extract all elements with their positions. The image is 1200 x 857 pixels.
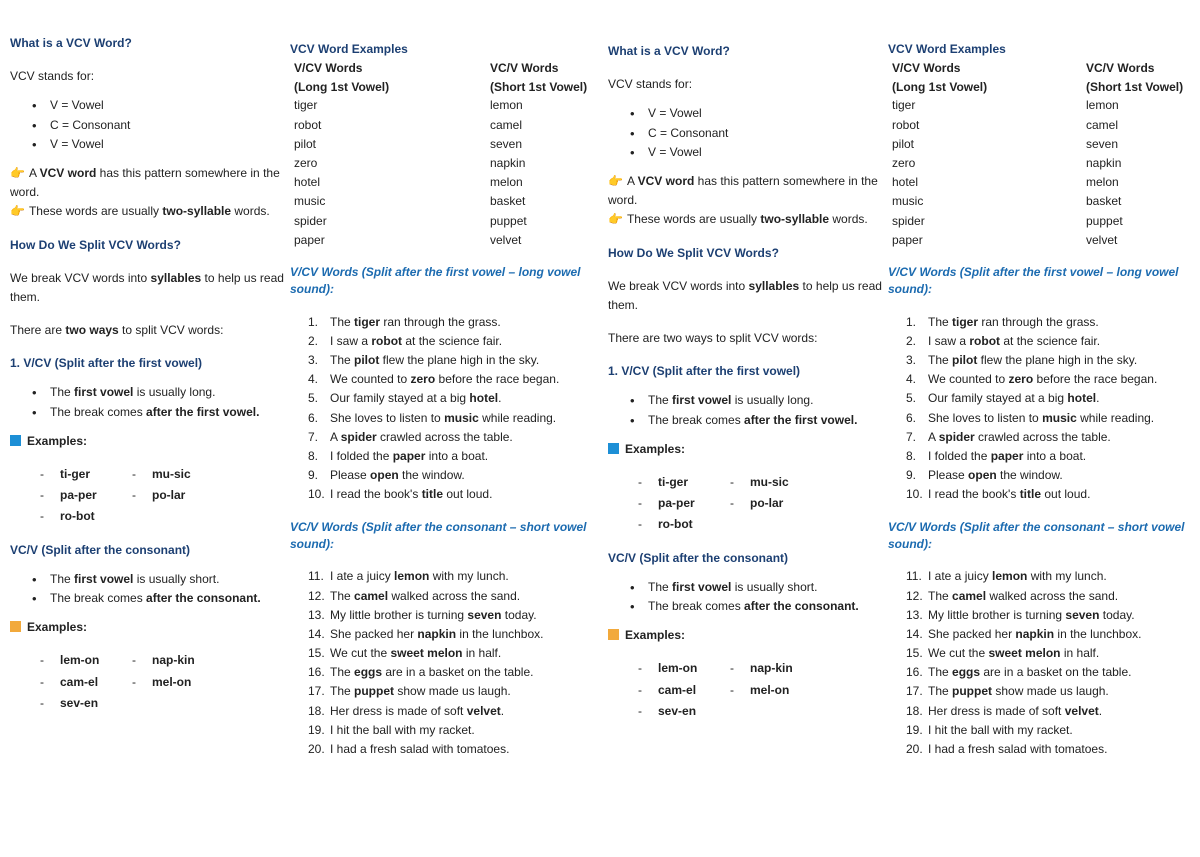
list-item: • V = Vowel — [32, 96, 286, 115]
list-item: • The break comes after the first vowel. — [32, 403, 286, 422]
table-row: pilot seven — [294, 136, 523, 151]
list-item: • The first vowel is usually short. — [32, 570, 286, 589]
example-word: - nap-kin — [132, 651, 252, 670]
list-item: • V = Vowel — [630, 143, 886, 162]
sentences-2-title: VC/V Words (Split after the consonant – short vowel sound): — [888, 519, 1185, 551]
list-item: 13. My little brother is turning seven today. — [308, 607, 537, 622]
example-word: - sev-en — [40, 694, 132, 713]
list-item: 18. Her dress is made of soft velvet. — [308, 703, 505, 718]
examples-1-grid — [608, 473, 886, 535]
sentences-1-title: V/CV Words (Split after the first vowel – long vowel sound): — [290, 264, 581, 297]
list-item: 16. The eggs are in a basket on the table. — [308, 665, 534, 680]
how-split-title: How Do We Split VCV Words? — [608, 245, 779, 260]
two-ways-text: There are two ways to split VCV words: — [10, 323, 224, 338]
sentences-2-list — [290, 567, 600, 759]
list-item: 7. A spider crawled across the table. — [308, 429, 513, 444]
list-item: 1. The tiger ran through the grass. — [906, 314, 1099, 329]
list-item: 11. I ate a juicy lemon with my lunch. — [906, 569, 1107, 584]
list-item: • The first vowel is usually long. — [32, 383, 286, 402]
example-word: - nap-kin — [730, 659, 850, 678]
two-ways-text: There are two ways to split VCV words: — [608, 331, 818, 346]
rule-1-list — [608, 391, 886, 429]
vcv-examples-title: VCV Word Examples — [290, 42, 408, 56]
examples-label: Examples: — [10, 618, 286, 637]
panel-1-left-column — [10, 34, 286, 713]
list-item: 12. The camel walked across the sand. — [308, 588, 521, 603]
list-item: 19. I hit the ball with my racket. — [906, 722, 1073, 737]
table-row: hotel melon — [892, 175, 1119, 190]
sentences-1-list — [290, 313, 600, 505]
list-item: 20. I had a fresh salad with tomatoes. — [308, 742, 510, 756]
example-word: - po-lar — [132, 486, 252, 505]
example-word: - po-lar — [730, 494, 850, 513]
col-short-subheader: (Short 1st Vowel) — [490, 79, 588, 94]
list-item: 6. She loves to listen to music while reading. — [906, 410, 1155, 425]
list-item: 16. The eggs are in a basket on the table. — [906, 665, 1132, 680]
list-item: 20. I had a fresh salad with tomatoes. — [906, 742, 1108, 756]
table-row: music basket — [892, 194, 1122, 209]
list-item: 6. She loves to listen to music while reading. — [308, 410, 557, 425]
table-row: tiger lemon — [294, 98, 523, 113]
pointing-hand-icon: 👉 — [10, 204, 25, 219]
list-item: 15. We cut the sweet melon in half. — [906, 646, 1100, 661]
list-item: 13. My little brother is turning seven today. — [906, 607, 1135, 622]
panel-1-right-column — [290, 40, 600, 759]
list-item: 1. The tiger ran through the grass. — [308, 314, 501, 329]
what-is-vcv-title: What is a VCV Word? — [608, 44, 730, 58]
list-item: 10. I read the book's title out loud. — [906, 487, 1091, 502]
list-item: 9. Please open the window. — [906, 468, 1063, 483]
list-item: 15. We cut the sweet melon in half. — [308, 646, 502, 661]
sentences-2-title: VC/V Words (Split after the consonant – short vowel sound): — [290, 519, 587, 551]
list-item: 12. The camel walked across the sand. — [906, 588, 1119, 603]
col-short-subheader: (Short 1st Vowel) — [1086, 79, 1184, 94]
list-item: • V = Vowel — [630, 104, 886, 123]
list-item: 17. The puppet show made us laugh. — [906, 684, 1109, 699]
example-word: - cam-el — [638, 681, 730, 700]
example-word — [730, 702, 850, 721]
table-header-row — [294, 78, 604, 97]
example-word: - mu-sic — [132, 465, 252, 484]
rule-2-list — [608, 578, 886, 616]
list-item: 17. The puppet show made us laugh. — [308, 684, 511, 699]
list-item: 5. Our family stayed at a big hotel. — [906, 391, 1100, 406]
list-item: 5. Our family stayed at a big hotel. — [308, 391, 502, 406]
sentences-2-list — [888, 567, 1198, 759]
list-item: • The break comes after the consonant. — [32, 589, 286, 608]
what-is-vcv-title: What is a VCV Word? — [10, 36, 132, 50]
list-item: 7. A spider crawled across the table. — [906, 429, 1111, 444]
pointing-hand-icon: 👉 — [10, 165, 25, 180]
pattern-text: 👉 A VCV word has this pattern somewhere in the word. — [608, 173, 878, 208]
orange-square-icon — [608, 629, 619, 640]
examples-label: Examples: — [10, 432, 286, 451]
two-syllable-text: 👉 These words are usually two-syllable words. — [10, 204, 270, 219]
example-word: - ti-ger — [40, 465, 132, 484]
table-row: zero napkin — [892, 155, 1122, 170]
table-row: spider puppet — [892, 213, 1123, 228]
table-row: music basket — [294, 194, 526, 209]
table-row: robot camel — [892, 117, 1119, 132]
list-item: 11. I ate a juicy lemon with my lunch. — [308, 569, 509, 584]
example-word: - ti-ger — [638, 473, 730, 492]
table-row: pilot seven — [892, 136, 1119, 151]
pattern-text: 👉 A VCV word has this pattern somewhere in the word. — [10, 165, 280, 200]
example-word — [730, 515, 850, 534]
example-word: - mel-on — [132, 673, 252, 692]
col-long-subheader: (Long 1st Vowel) — [892, 79, 988, 94]
rule-2-title: VC/V (Split after the consonant) — [10, 542, 191, 557]
vcv-examples-title: VCV Word Examples — [888, 42, 1006, 56]
table-row: tiger lemon — [892, 98, 1119, 113]
rule-1-title: 1. V/CV (Split after the first vowel) — [608, 364, 801, 379]
stands-for-text: VCV stands for: — [608, 77, 693, 92]
table-header-row — [892, 59, 1198, 78]
col-short-header: VC/V Words — [1086, 61, 1155, 76]
example-word: - pa-per — [40, 486, 132, 505]
words-table — [294, 59, 604, 250]
list-item: • The break comes after the consonant. — [630, 597, 886, 616]
list-item: 14. She packed her napkin in the lunchbox. — [308, 626, 544, 641]
two-syllable-text: 👉 These words are usually two-syllable words. — [608, 212, 868, 227]
list-item: 3. The pilot flew the plane high in the sky. — [906, 353, 1138, 368]
list-item: • C = Consonant — [630, 124, 886, 143]
list-item: 4. We counted to zero before the race began. — [308, 372, 560, 387]
blue-square-icon — [608, 443, 619, 454]
example-word: - pa-per — [638, 494, 730, 513]
list-item: • The first vowel is usually long. — [630, 391, 886, 410]
sentences-1-list — [888, 313, 1198, 505]
rule-2-title: VC/V (Split after the consonant) — [608, 550, 789, 565]
examples-label: Examples: — [608, 626, 886, 645]
col-short-header: VC/V Words — [490, 61, 559, 76]
table-row: hotel melon — [294, 175, 523, 190]
stands-for-text: VCV stands for: — [10, 69, 95, 84]
list-item: • The first vowel is usually short. — [630, 578, 886, 597]
list-item: 3. The pilot flew the plane high in the sky. — [308, 353, 540, 368]
table-row: zero napkin — [294, 155, 526, 170]
table-row: paper velvet — [892, 232, 1118, 247]
examples-2-grid — [608, 659, 886, 721]
example-word: - ro-bot — [638, 515, 730, 534]
example-word: - lem-on — [638, 659, 730, 678]
list-item: • C = Consonant — [32, 116, 286, 135]
list-item: 2. I saw a robot at the science fair. — [906, 333, 1101, 348]
col-long-header: V/CV Words — [892, 61, 961, 76]
vcv-letters-list — [608, 104, 886, 162]
pointing-hand-icon: 👉 — [608, 212, 623, 227]
vcv-letters-list — [10, 96, 286, 154]
list-item: 8. I folded the paper into a boat. — [308, 448, 489, 463]
examples-1-grid — [10, 465, 286, 527]
list-item: • V = Vowel — [32, 135, 286, 154]
panel-2-right-column — [888, 40, 1198, 759]
example-word — [132, 694, 252, 713]
words-table — [892, 59, 1198, 250]
table-row: paper velvet — [294, 232, 522, 247]
example-word: - ro-bot — [40, 507, 132, 526]
list-item: 19. I hit the ball with my racket. — [308, 722, 475, 737]
example-word: - sev-en — [638, 702, 730, 721]
pointing-hand-icon: 👉 — [608, 173, 623, 188]
orange-square-icon — [10, 621, 21, 632]
list-item: 8. I folded the paper into a boat. — [906, 448, 1087, 463]
example-word: - cam-el — [40, 673, 132, 692]
examples-label: Examples: — [608, 440, 886, 459]
rule-2-list — [10, 570, 286, 608]
rule-1-list — [10, 383, 286, 421]
list-item: 4. We counted to zero before the race began. — [906, 372, 1158, 387]
break-syllables-text: We break VCV words into syllables to help us read them. — [608, 278, 882, 312]
examples-2-grid — [10, 651, 286, 713]
table-header-row — [294, 59, 604, 78]
list-item: 18. Her dress is made of soft velvet. — [906, 703, 1103, 718]
list-item: 10. I read the book's title out loud. — [308, 487, 493, 502]
table-row: spider puppet — [294, 213, 527, 228]
col-long-subheader: (Long 1st Vowel) — [294, 79, 390, 94]
list-item: 14. She packed her napkin in the lunchbox. — [906, 626, 1142, 641]
panel-2-left-column — [608, 42, 886, 721]
rule-1-title: 1. V/CV (Split after the first vowel) — [10, 356, 203, 371]
sentences-1-title: V/CV Words (Split after the first vowel – long vowel sound): — [888, 264, 1179, 297]
break-syllables-text: We break VCV words into syllables to help us read them. — [10, 270, 284, 304]
example-word: - mu-sic — [730, 473, 850, 492]
list-item: 2. I saw a robot at the science fair. — [308, 333, 503, 348]
table-header-row — [892, 78, 1198, 97]
list-item: 9. Please open the window. — [308, 468, 465, 483]
col-long-header: V/CV Words — [294, 61, 363, 76]
list-item: • The break comes after the first vowel. — [630, 411, 886, 430]
how-split-title: How Do We Split VCV Words? — [10, 237, 181, 252]
example-word — [132, 507, 252, 526]
table-row: robot camel — [294, 117, 523, 132]
example-word: - mel-on — [730, 681, 850, 700]
blue-square-icon — [10, 435, 21, 446]
example-word: - lem-on — [40, 651, 132, 670]
